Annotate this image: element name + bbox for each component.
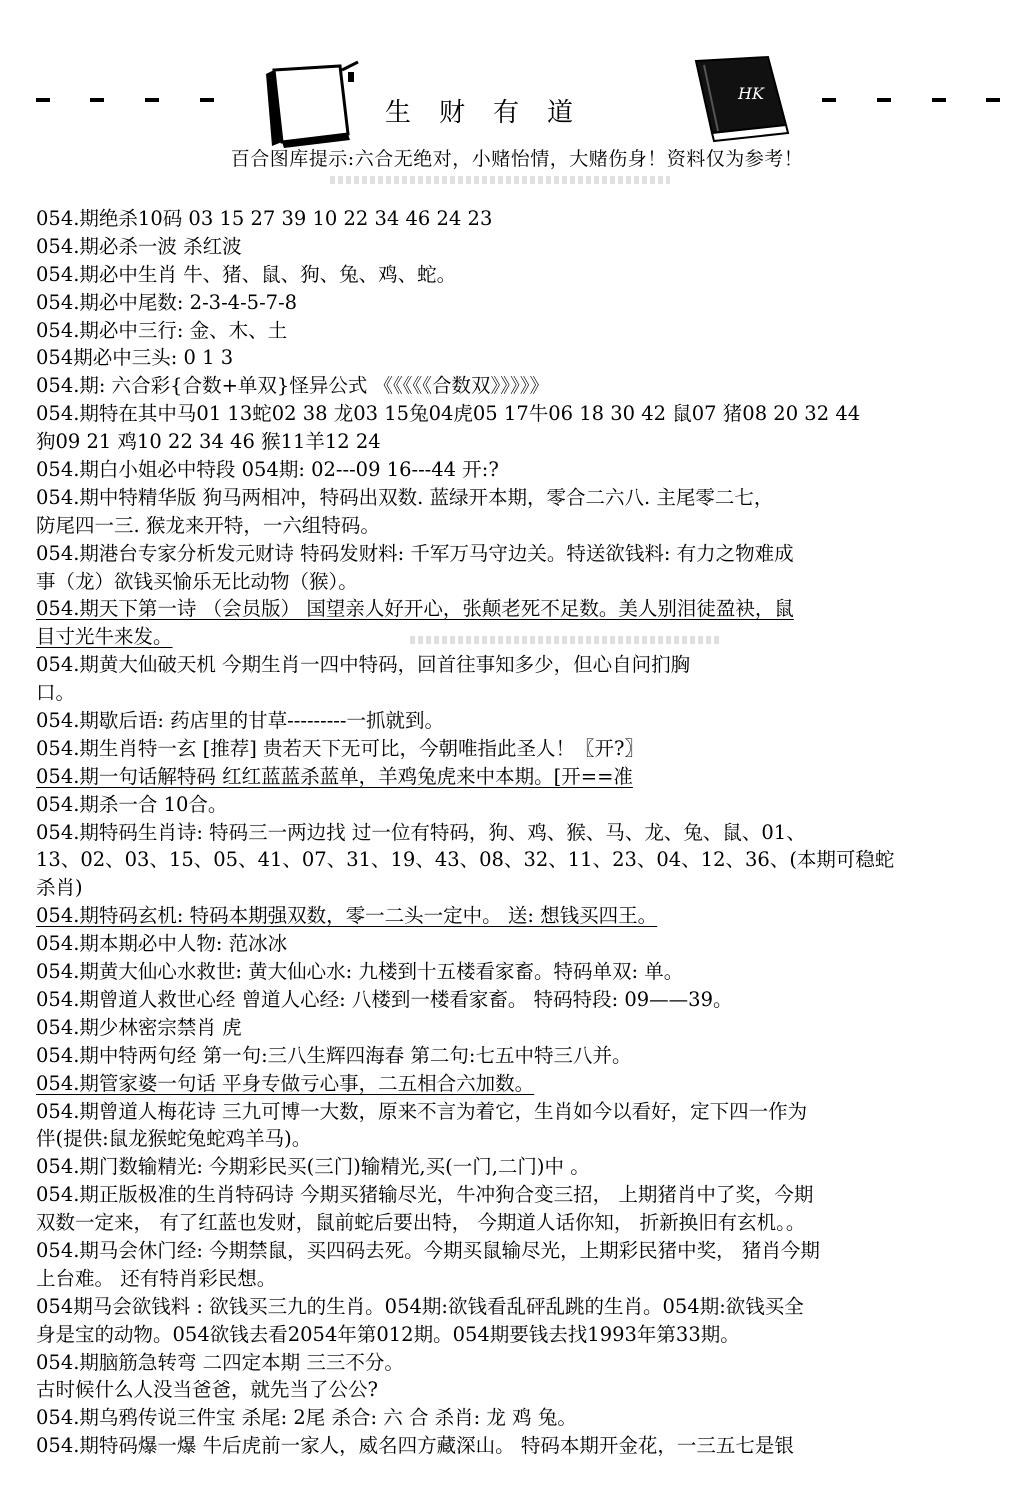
content-line: 杀肖) [36,876,83,900]
content-line: 054期马会欲钱料 : 欲钱买三九的生肖。054期:欲钱看乱砰乱跳的生肖。054期:欲钱买全 [36,1294,804,1318]
faint-watermark-line [330,176,670,184]
content-line: 054.期曾道人梅花诗 三九可博一大数，原来不言为着它，生肖如今以看好，定下四一作为 [36,1099,808,1123]
content-line: 054.期特码生肖诗: 特码三一两边找 过一位有特码，狗、鸡、猴、马、龙、兔、鼠、01、 [36,820,806,844]
content-line: 054.期歇后语: 药店里的甘草---------一抓就到。 [36,709,444,733]
content-line: 054.期港台专家分析发元财诗 特码发财料: 千军万马守边关。特送欲钱料: 有力之物难成 [36,541,794,565]
content-line: 054.期必中尾数: 2-3-4-5-7-8 [36,290,298,314]
dash-decoration [986,98,1000,102]
content-line: 054.期特在其中马01 13蛇02 38 龙03 15兔04虎05 17牛06 18 30 42 鼠07 猪08 20 32 44 [36,402,861,426]
content-line: 054.期中特精华版 狗马两相冲，特码出双数. 蓝绿开本期，零合二六八. 主尾零二七， [36,485,774,509]
content-line: 054.期正版极准的生肖特码诗 今期买猪输尽光，牛冲狗合变三招， 上期猪肖中了奖，今期 [36,1183,814,1207]
dash-decoration [200,98,214,102]
content-line: 双数一定来， 有了红蓝也发财，鼠前蛇后要出特， 今期道人话你知， 折新换旧有玄机。。 [36,1211,806,1235]
content-line: 054.期白小姐必中特段 054期: 02---09 16---44 开:? [36,458,499,482]
page-title: 生财有道 [385,98,602,128]
content-line: 054.期脑筋急转弯 二四定本期 三三不分。 [36,1350,404,1374]
dash-decoration [145,98,159,102]
content-line: 防尾四一三. 猴龙来开特，一六组特码。 [36,513,380,537]
content-line: 054.期乌鸦传说三件宝 杀尾: 2尾 杀合: 六 合 杀肖: 龙 鸡 兔。 [36,1406,577,1430]
content-lines [36,205,1006,1460]
content-line: 上台难。 还有特肖彩民想。 [36,1266,277,1290]
content-line: 目寸光牛来发。 [36,625,173,649]
content-line: 事（龙）欲钱买愉乐无比动物（猴）。 [36,569,358,593]
content-line: 伴(提供:鼠龙猴蛇兔蛇鸡羊马)。 [36,1127,312,1151]
content-line: 054.期天下第一诗 （会员版） 国望亲人好开心，张颠老死不足数。美人别泪徒盈袂，鼠 [36,597,794,621]
content-line: 054.期曾道人救世心经 曾道人心经: 八楼到一楼看家畜。 特码特段: 09——39。 [36,987,733,1011]
dash-decoration [36,98,50,102]
notice-text: 百合图库提示:六合无绝对，小赌怡情，大赌伤身！资料仅为参考！ [230,148,804,170]
content-line: 054.期中特两句经 第一句:三八生辉四海春 第二句:七五中特三八并。 [36,1043,632,1067]
open-book-icon [262,60,360,150]
content-line: 054.期必杀一波 杀红波 [36,234,242,258]
content-line: 古时候什么人没当爸爸，就先当了公公? [36,1378,378,1402]
header [0,30,1034,130]
content-line: 054.期黄大仙破天机 今期生肖一四中特码，回首往事知多少，但心自问扪胸 [36,653,691,677]
content-line: 054.期马会休门经: 今期禁鼠，买四码去死。今期买鼠输尽光，上期彩民猪中奖， 猪肖今期 [36,1238,820,1262]
content-line: 054.期门数输精光: 今期彩民买(三门)输精光,买(一门,二门)中 。 [36,1155,590,1179]
content-line: 054.期一句话解特码 红红蓝蓝杀蓝单，羊鸡兔虎来中本期。[开==准 [36,764,633,788]
content-line: 054.期少林密宗禁肖 虎 [36,1015,242,1039]
content-line: 054.期本期必中人物: 范冰冰 [36,932,288,956]
dash-decoration [877,98,891,102]
content-line: 054.期: 六合彩{合数+单双}怪异公式 《《《《《合数双》》》》》 [36,374,550,398]
closed-book-icon [690,55,790,145]
content-line: 054期必中三头: 0 1 3 [36,346,234,370]
dash-decoration [822,98,836,102]
dash-decoration [90,98,104,102]
content-line: 口。 [36,681,76,705]
content-line: 狗09 21 鸡10 22 34 46 猴11羊12 24 [36,430,381,454]
content-line: 054.期管家婆一句话 平身专做亏心事，二五相合六加数。 [36,1071,535,1095]
content-line: 13、02、03、15、05、41、07、31、19、43、08、32、11、23、04、12、36、(本期可稳蛇 [36,848,895,872]
dash-decoration [932,98,946,102]
content-line: 054.期特码爆一爆 牛后虎前一家人，威名四方藏深山。 特码本期开金花，一三五七是银 [36,1434,794,1458]
content-line: 身是宝的动物。054欲钱去看2054年第012期。054期要钱去找1993年第33期。 [36,1322,740,1346]
content-line: 054.期必中生肖 牛、猪、鼠、狗、兔、鸡、蛇。 [36,262,457,286]
content-line: 054.期生肖特一玄 [推荐] 贵若天下无可比，今朝唯指此圣人！〖开?〗 [36,736,644,760]
content-line: 054.期特码玄机: 特码本期强双数，零一二头一定中。 送: 想钱买四王。 [36,904,658,928]
book-label: HK [738,84,764,103]
content-line: 054.期必中三行: 金、木、土 [36,318,288,342]
content-line: 054.期绝杀10码 03 15 27 39 10 22 34 46 24 23 [36,207,493,230]
content-line: 054.期黄大仙心水救世: 黄大仙心水: 九楼到十五楼看家畜。特码单双: 单。 [36,960,684,984]
content-line: 054.期杀一合 10合。 [36,792,228,816]
